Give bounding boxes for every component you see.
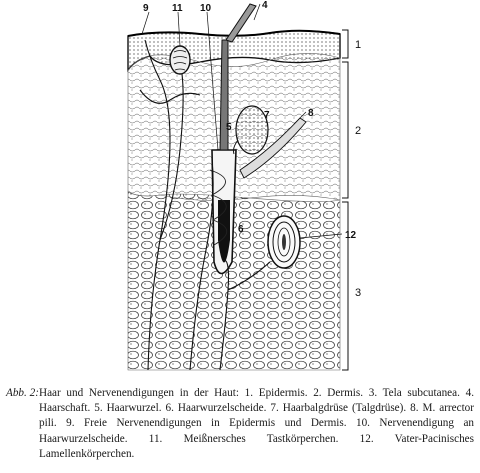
callout-5: 5 [226, 122, 232, 133]
callout-7: 7 [264, 110, 270, 121]
caption-text: Haar und Nervenendigungen in der Haut: 1. Epidermis. 2. Dermis. 3. Tela subcutanea. 4. Haarschaft. 5. Haarwurzel. 6. Haarwurzelscheide. 7. Haarbalgdrüse (Talgdrüse). 8. M. arrector pili. 9. Freie Nervenendigungen in Epidermis und Dermis. 10. Nervenendigung an Haarwurzelscheide. 11. Meißnersches Tastkörperchen. 12. Vater-Pacinisches Lamellenkörperchen. [39, 387, 474, 460]
layer-brackets [342, 30, 348, 370]
callout-11: 11 [172, 3, 183, 14]
callout-9: 9 [143, 3, 149, 14]
layer-label-3: 3 [355, 287, 362, 299]
layer-label-1: 1 [355, 39, 362, 51]
callout-8: 8 [308, 108, 314, 119]
callout-10: 10 [200, 3, 212, 14]
caption-label: Abb. 2: [6, 387, 39, 399]
meissner-corpuscle [170, 46, 190, 74]
layer-label-2: 2 [355, 125, 362, 137]
callout-4: 4 [262, 0, 268, 11]
callout-6: 6 [238, 224, 244, 235]
pacinian-corpuscle [268, 216, 300, 268]
figure-caption [6, 386, 474, 462]
callout-12: 12 [345, 230, 357, 241]
